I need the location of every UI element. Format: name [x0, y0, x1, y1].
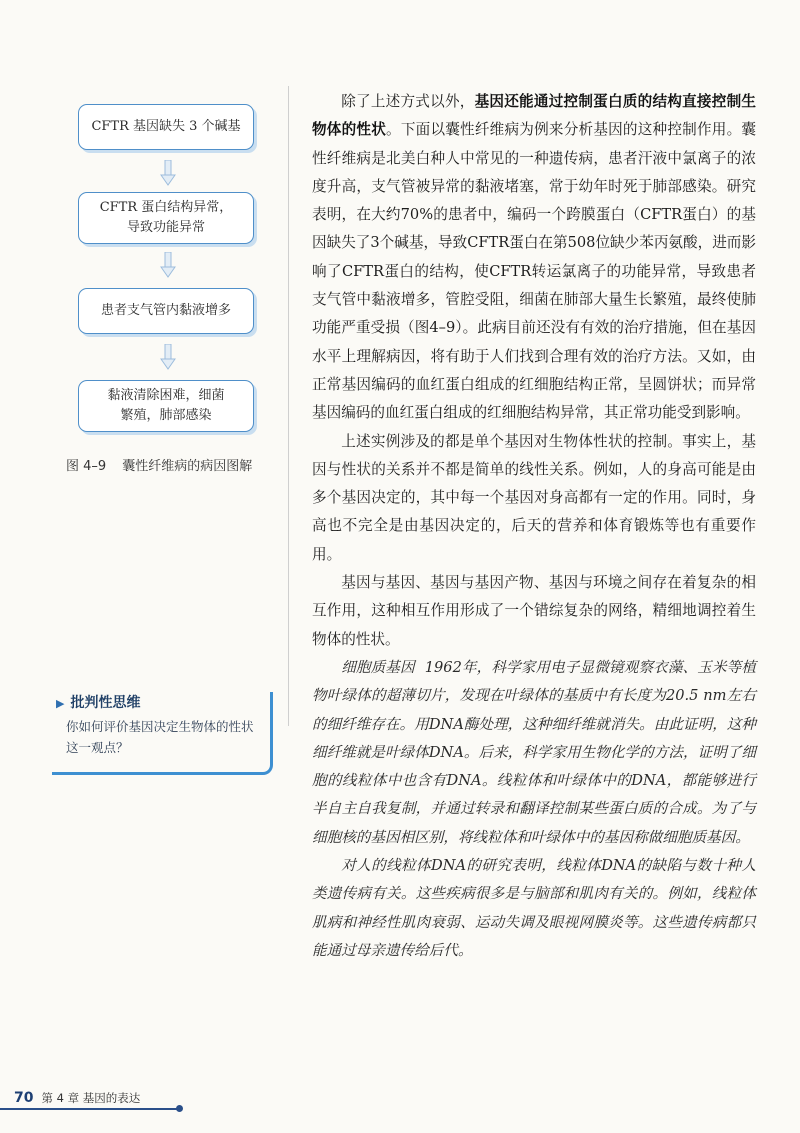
- flow-step-2-line-1: CFTR 蛋白结构异常，: [99, 200, 233, 215]
- down-arrow-icon: [160, 344, 176, 370]
- flow-step-4: [78, 380, 254, 432]
- critical-thinking-box: [52, 692, 273, 775]
- down-arrow-icon: [160, 160, 176, 186]
- chapter-title: 第 4 章 基因的表达: [41, 1091, 141, 1105]
- figure-caption-text: 囊性纤维病的病因图解: [122, 459, 253, 474]
- page-footer: [14, 1088, 140, 1108]
- figure-caption-label: 图 4–9: [66, 459, 107, 474]
- critical-thinking-title: [56, 692, 140, 712]
- flow-step-4-line-2: 繁殖，肺部感染: [120, 408, 212, 423]
- footer-dot-icon: [176, 1105, 183, 1112]
- triangle-bullet-icon: ▶: [56, 697, 65, 710]
- paragraph-4: [312, 654, 756, 852]
- paragraph-3: 基因与基因、基因与基因产物、基因与环境之间存在着复杂的相互作用，这种相互作用形成了一个错综复杂的网络，精细地调控着生物体的性状。: [312, 574, 756, 648]
- critical-thinking-question: 你如何评价基因决定生物体的性状这一观点？: [66, 719, 254, 755]
- flow-step-2: [78, 192, 254, 244]
- main-text: [312, 88, 756, 965]
- footer-rule: [0, 1108, 178, 1110]
- figure-caption: [66, 455, 252, 474]
- cytoplasmic-gene-heading: 细胞质基因: [341, 658, 415, 676]
- paragraph-1-intro: 除了上述方式以外，: [341, 93, 475, 110]
- flow-step-1: [78, 104, 254, 150]
- paragraph-1-body: 。下面以囊性纤维病为例来分析基因的这种控制作用。囊性纤维病是北美白种人中常见的一种遗传病，患者汗液中氯离子的浓度升高，支气管被异常的黏液堵塞，常于幼年时死于肺部感染。研究表明，在大约70%的患者中，编码一个跨膜蛋白（CFTR蛋白）的基因缺失了3个碱基，导致CFTR蛋白在第508位缺少苯丙氨酸，进而影响了CFTR蛋白的结构，使CFTR转运氯离子的功能异常，导致患者支气管中黏液增多，管腔受阻，细菌在肺部大量生长繁殖，最终使肺功能严重受损（图4–9）。此病目前还没有有效的治疗措施，但在基因水平上理解病因，将有助于人们找到合理有效的治疗方法。又如，由正常基因编码的血红蛋白组成的红细胞结构正常，呈圆饼状；而异常基因编码的血红蛋白组成的红细胞结构异常，其正常功能受到影响。: [312, 121, 757, 422]
- paragraph-1: [312, 88, 756, 428]
- flow-step-1-text: CFTR 基因缺失 3 个碱基: [91, 119, 241, 134]
- flow-step-3: [78, 288, 254, 334]
- paragraph-2: 上述实例涉及的都是单个基因对生物体性状的控制。事实上，基因与性状的关系并不都是简单的线性关系。例如，人的身高可能是由多个基因决定的，其中每一个基因对身高都有一定的作用。同时，身高也不完全是由基因决定的，后天的营养和体育锻炼等也有重要作用。: [312, 432, 756, 563]
- flow-step-2-line-2: 导致功能异常: [126, 220, 205, 235]
- critical-thinking-title-text: 批判性思维: [70, 695, 141, 711]
- paragraph-4-body: 1962年，科学家用电子显微镜观察衣藻、玉米等植物叶绿体的超薄切片，发现在叶绿体的基质中有长度为20.5 nm左右的细纤维存在。用DNA酶处理，这种细纤维就消失。由此证明，这种细纤维就是叶绿体DNA。后来，科学家用生物化学的方法，证明了细胞的线粒体中也含有DNA。线粒体和叶绿体中的DNA，都能够进行半自主自我复制，并通过转录和翻译控制某些蛋白质的合成。为了与细胞核的基因相区别，将线粒体和叶绿体中的基因称做细胞质基因。: [312, 658, 756, 846]
- paragraph-1-key-statement: 基因还能通过控制蛋白质的结构直接控制生物体的性状: [312, 93, 756, 139]
- page-number: 70: [14, 1090, 34, 1106]
- flow-step-4-line-1: 黏液清除困难，细菌: [107, 388, 225, 403]
- column-divider: [288, 86, 289, 726]
- flow-step-3-text: 患者支气管内黏液增多: [100, 303, 231, 318]
- paragraph-5: 对人的线粒体DNA的研究表明，线粒体DNA的缺陷与数十种人类遗传病有关。这些疾病很多是与脑部和肌肉有关的。例如，线粒体肌病和神经性肌肉衰弱、运动失调及眼视网膜炎等。这些遗传病都只能通过母亲遗传给后代。: [312, 857, 756, 959]
- down-arrow-icon: [160, 252, 176, 278]
